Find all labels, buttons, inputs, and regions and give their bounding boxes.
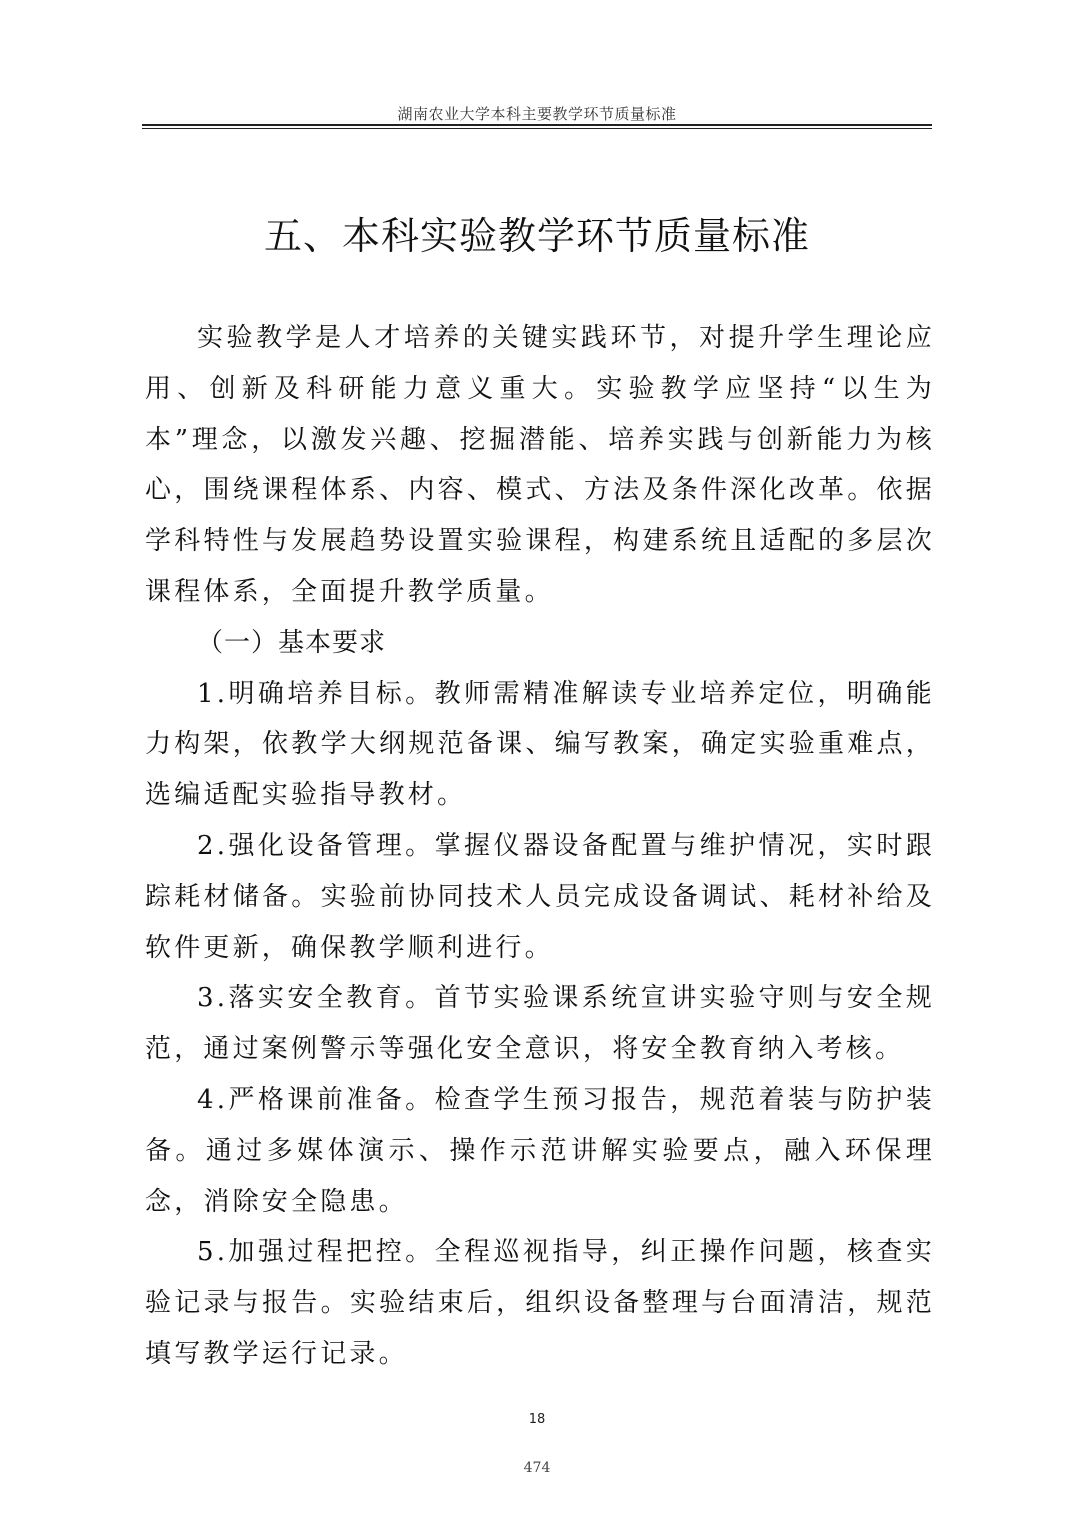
requirement-item-1: 1.明确培养目标。教师需精准解读专业培养定位，明确能力构架，依教学大纲规范备课、编写教案，确定实验重难点，选编适配实验指导教材。	[145, 678, 935, 811]
page-number: 18	[528, 1412, 546, 1427]
intro-paragraph: 实验教学是人才培养的关键实践环节，对提升学生理论应用、创新及科研能力意义重大。实验教学应坚持“以生为本”理念，以激发兴趣、挖掘潜能、培养实践与创新能力为核心，围绕课程体系、内容、模式、方法及条件深化改革。依据学科特性与发展趋势设置实验课程，构建系统且适配的多层次课程体系，全面提升教学质量。	[145, 323, 935, 607]
body-content	[145, 313, 935, 1380]
header-rule-thin	[142, 128, 932, 129]
requirement-item-3: 3.落实安全教育。首节实验课系统宣讲实验守则与安全规范，通过案例警示等强化安全意识，将安全教育纳入考核。	[145, 983, 935, 1065]
running-header: 湖南农业大学本科主要教学环节质量标准	[397, 105, 677, 123]
print-page-number: 474	[523, 1460, 551, 1476]
requirement-item-5: 5.加强过程把控。全程巡视指导，纠正操作问题，核查实验记录与报告。实验结束后，组织设备整理与台面清洁，规范填写教学运行记录。	[145, 1237, 935, 1369]
requirement-item-4: 4.严格课前准备。检查学生预习报告，规范着装与防护装备。通过多媒体演示、操作示范讲解实验要点，融入环保理念，消除安全隐患。	[145, 1084, 935, 1217]
requirement-item-2: 2.强化设备管理。掌握仪器设备配置与维护情况，实时跟踪耗材储备。实验前协同技术人员完成设备调试、耗材补给及软件更新，确保教学顺利进行。	[145, 830, 935, 963]
header-rule-thick	[142, 124, 932, 126]
section-heading: （一）基本要求	[197, 627, 387, 658]
page-title: 五、本科实验教学环节质量标准	[263, 214, 810, 258]
